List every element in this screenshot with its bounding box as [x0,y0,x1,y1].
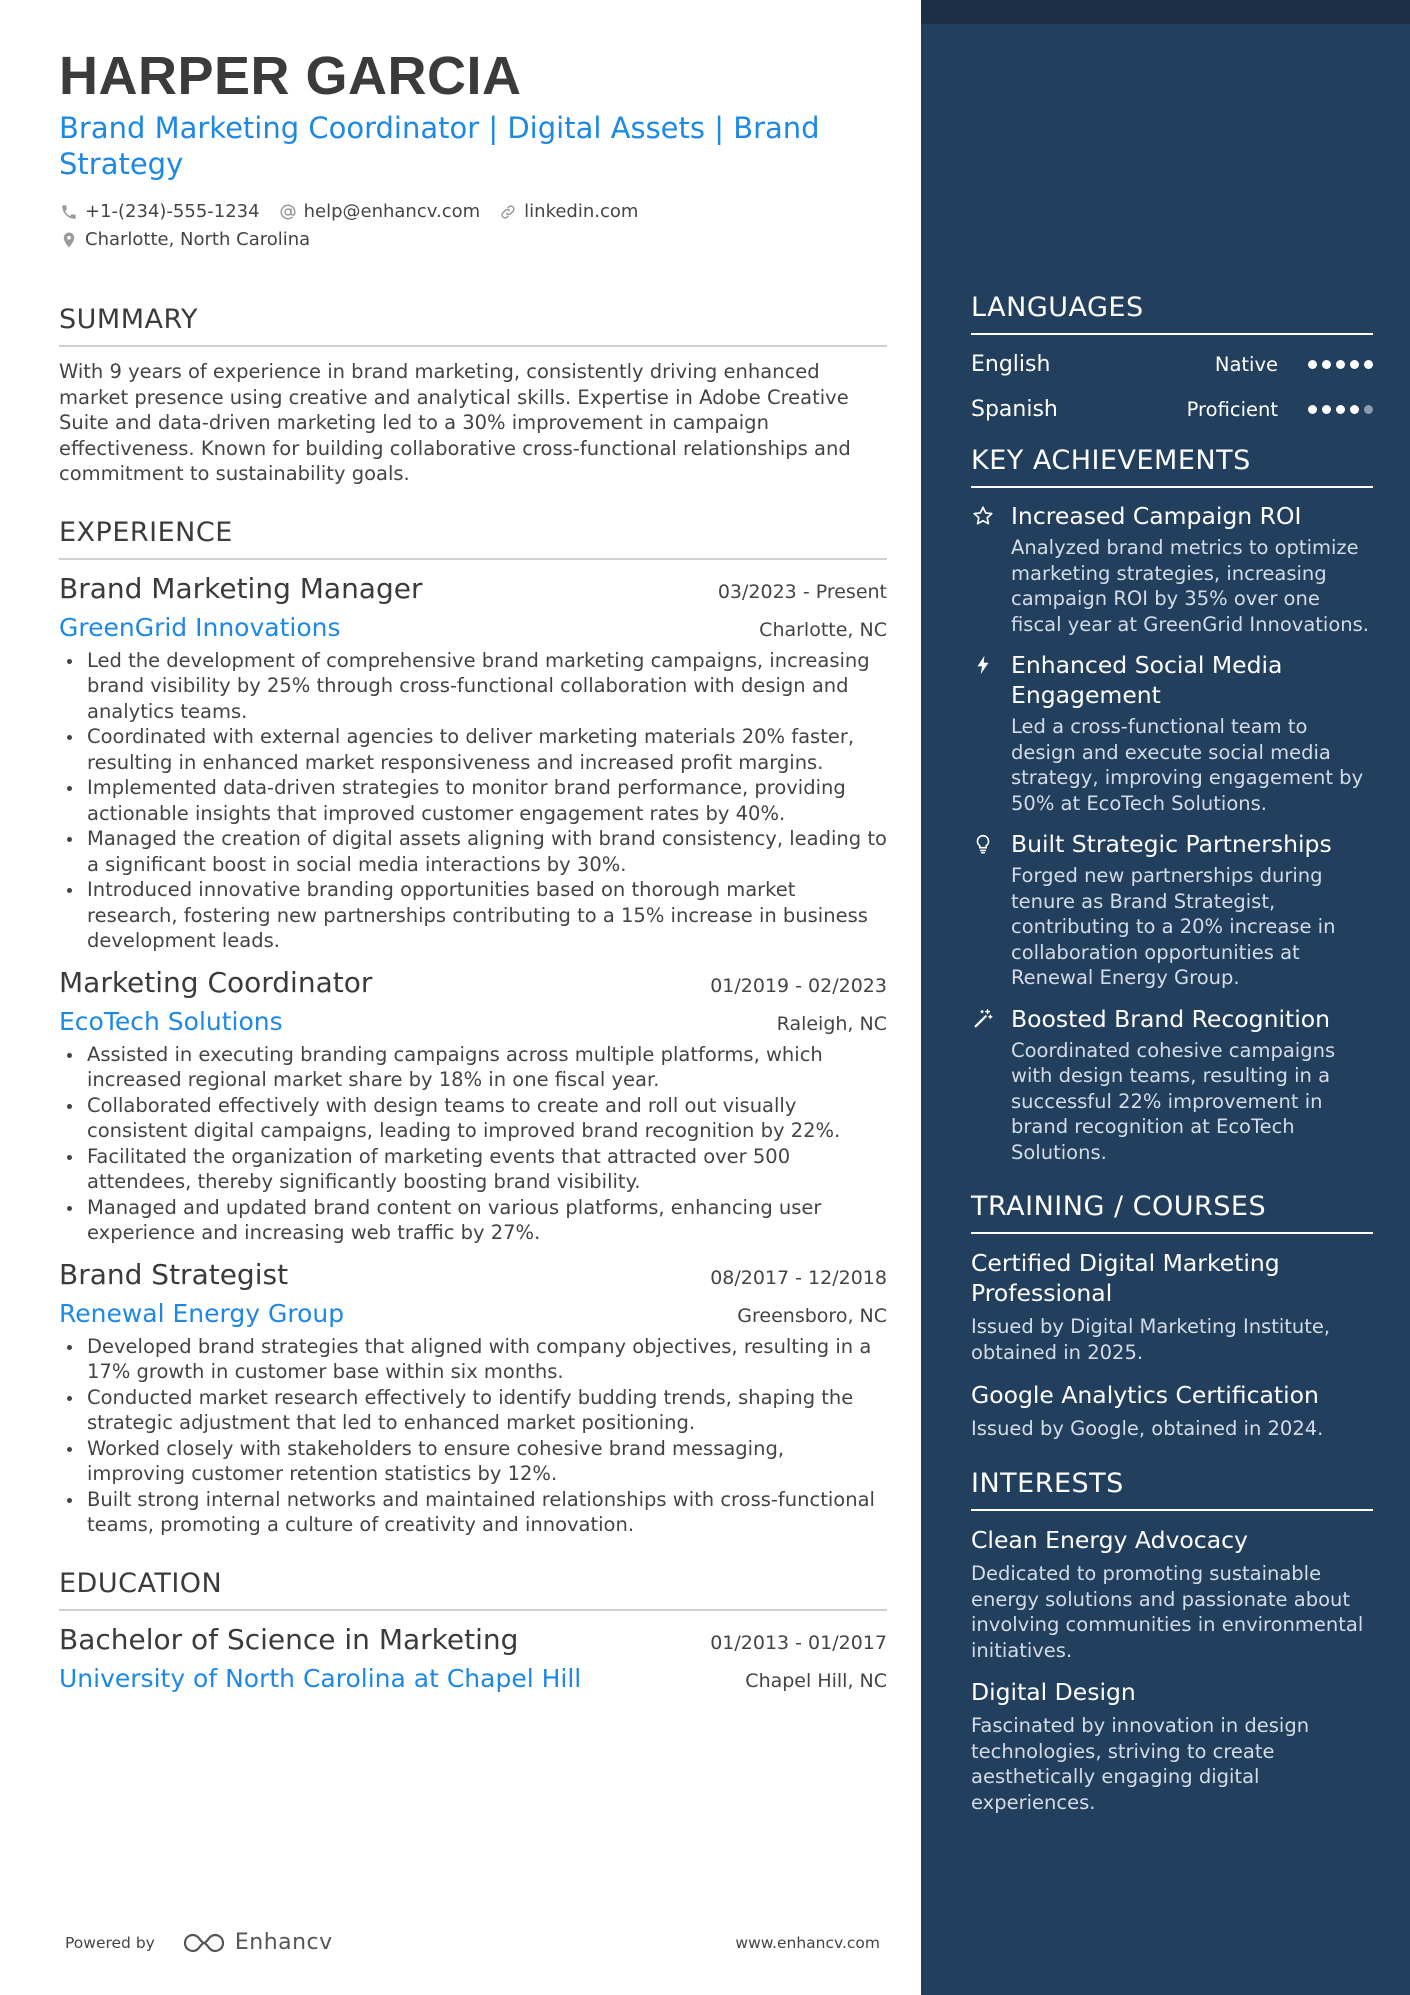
achievements-title: KEY ACHIEVEMENTS [971,445,1373,488]
summary-section [59,304,887,487]
email-address: help@enhancv.com [303,201,481,222]
achievement-item [971,501,1373,637]
achievement-item [971,829,1373,991]
school-name: University of North Carolina at Chapel Hill [59,1663,582,1693]
interest-desc: Dedicated to promoting sustainable energy solutions and passionate about involving communities in environmental initiatives. [971,1562,1364,1662]
contact-info [59,198,887,254]
proficiency-dot-filled [1350,405,1359,414]
job-dates: 01/2019 - 02/2023 [710,974,887,997]
achievement-item [971,1004,1373,1166]
language-item [971,393,1373,425]
achievement-title: Boosted Brand Recognition [1011,1004,1331,1033]
interest-title: Digital Design [971,1678,1136,1706]
email-contact[interactable] [278,198,481,226]
job-title: Brand Strategist [59,1257,289,1291]
bullet-item: Led the development of comprehensive brand marketing campaigns, increasing brand visibility by 25% through cross-functional collaboration with design and analytics teams. [59,648,887,725]
job-bullets [59,1334,887,1538]
education-entry [59,1623,887,1693]
job-bullets [59,648,887,954]
job-entry [59,572,887,954]
summary-text: With 9 years of experience in brand marketing, consistently driving enhanced market presence using creative and analytical skills. Expertise in Adobe Creative Suite and data-driven marketing led to a 30% improvement in campaign effectiveness. Known for building collaborative cross-functional relationships and commitment to sustainability goals. [59,360,851,485]
interest-item [971,1677,1373,1815]
bullet-item: Managed and updated brand content on various platforms, enhancing user experience and increasing web traffic by 27%. [59,1195,887,1246]
bullet-item: Conducted market research effectively to identify budding trends, shaping the strategic adjustment that led to enhanced market positioning. [59,1385,887,1436]
location-pin-icon [59,230,79,250]
bullet-item: Introduced innovative branding opportunities based on thorough market research, fostering new partnerships contributing to a 15% increase in business development leads. [59,877,887,954]
bullet-item: Worked closely with stakeholders to ensure cohesive brand messaging, improving customer retention statistics by 12%. [59,1436,887,1487]
job-bullets [59,1042,887,1246]
experience-section [59,517,887,1538]
languages-section [971,292,1373,425]
candidate-name: HARPER GARCIA [59,46,522,106]
training-title: TRAINING / COURSES [971,1191,1373,1234]
proficiency-dots [1308,360,1373,369]
language-item [971,348,1373,380]
interest-item [971,1525,1373,1663]
education-section [59,1568,887,1693]
lightbulb-icon [971,829,995,991]
interest-title: Clean Energy Advocacy [971,1526,1248,1554]
sidebar-top-band [921,0,1410,24]
achievement-title: Increased Campaign ROI [1011,502,1302,530]
location-contact [59,226,310,254]
link-icon [498,202,518,222]
job-dates: 03/2023 - Present [717,580,887,603]
location-text: Charlotte, North Carolina [85,229,311,250]
phone-icon [59,202,79,222]
company-name: Renewal Energy Group [59,1298,345,1328]
bullet-item: Built strong internal networks and maintained relationships with cross-functional teams, promoting a culture of creativity and innovation. [59,1487,887,1538]
achievement-item [971,650,1373,816]
bullet-item: Coordinated with external agencies to deliver marketing materials 20% faster, resulting in enhanced market responsiveness and increased profit margins. [59,724,887,775]
job-title: Brand Marketing Manager [59,571,423,605]
powered-by-label: Powered by [65,1933,155,1952]
enhancv-brand-name: Enhancv [234,1930,333,1955]
school-location: Chapel Hill, NC [745,1669,887,1692]
proficiency-dot-filled [1364,360,1373,369]
sidebar-content [971,292,1373,1815]
company-name: EcoTech Solutions [59,1006,283,1036]
achievement-desc: Coordinated cohesive campaigns with design teams, resulting in a successful 22% improvement in brand recognition at EcoTech Solutions. [1011,1038,1336,1164]
bullet-item: Developed brand strategies that aligned with company objectives, resulting in a 17% growth in customer base within six months. [59,1334,887,1385]
magic-wand-icon [971,1004,995,1166]
bullet-item: Facilitated the organization of marketing events that attracted over 500 attendees, thereby significantly boosting brand visibility. [59,1144,887,1195]
proficiency-dot-filled [1336,360,1345,369]
course-title: Google Analytics Certification [971,1381,1319,1409]
enhancv-logo[interactable] [181,1930,333,1955]
achievements-section [971,445,1373,1165]
star-icon [971,501,995,637]
proficiency-dot-filled [1322,405,1331,414]
course-desc: Issued by Google, obtained in 2024. [971,1417,1324,1440]
course-title: Certified Digital Marketing Professional [971,1249,1280,1307]
languages-title: LANGUAGES [971,292,1373,335]
footer-url[interactable]: www.enhancv.com [735,1933,880,1952]
interests-title: INTERESTS [971,1468,1373,1511]
experience-title: EXPERIENCE [59,517,887,560]
course-item [971,1380,1373,1442]
job-entry [59,1258,887,1538]
achievement-desc: Analyzed brand metrics to optimize marketing strategies, increasing campaign ROI by 35% over one fiscal year at GreenGrid Innovations. [1011,536,1369,636]
candidate-headline: Brand Marketing Coordinator | Digital Assets | Brand Strategy [59,111,820,181]
course-desc: Issued by Digital Marketing Institute, obtained in 2025. [971,1315,1331,1364]
interests-section [971,1468,1373,1815]
phone-number: +1-(234)-555-1234 [85,201,260,222]
company-name: GreenGrid Innovations [59,612,341,642]
bullet-item: Assisted in executing branding campaigns across multiple platforms, which increased regional market share by 18% in one fiscal year. [59,1042,887,1093]
linkedin-url: linkedin.com [524,201,639,222]
bullet-item: Collaborated effectively with design teams to create and roll out visually consistent digital campaigns, leading to improved brand recognition by 22%. [59,1093,887,1144]
main-column [59,46,887,1693]
job-entry [59,966,887,1246]
proficiency-dot-filled [1308,405,1317,414]
education-title: EDUCATION [59,1568,887,1611]
job-location: Charlotte, NC [759,618,887,641]
achievement-title: Enhanced Social Media Engagement [1011,651,1283,709]
bullet-item: Managed the creation of digital assets aligning with brand consistency, leading to a significant boost in social media interactions by 30%. [59,826,887,877]
linkedin-contact[interactable] [498,198,638,226]
job-dates: 08/2017 - 12/2018 [710,1266,887,1289]
language-level: Proficient [1186,397,1278,421]
bullet-item: Implemented data-driven strategies to monitor brand performance, providing actionable insights that improved customer engagement rates by 40%. [59,775,887,826]
sidebar [921,0,1410,1995]
proficiency-dots [1308,405,1373,414]
proficiency-dot-filled [1308,360,1317,369]
achievement-title: Built Strategic Partnerships [1011,830,1332,858]
language-name: English [971,351,1051,377]
achievement-desc: Forged new partnerships during tenure as Brand Strategist, contributing to a 20% increase in collaboration opportunities at Renewal Energy Group. [1011,864,1336,989]
enhancv-logo-icon [181,1931,227,1955]
phone-contact[interactable] [59,198,260,226]
proficiency-dot-filled [1336,405,1345,414]
education-dates: 01/2013 - 01/2017 [710,1631,887,1654]
course-item [971,1248,1373,1366]
proficiency-dot-filled [1350,360,1359,369]
at-sign-icon [278,202,298,222]
degree-name: Bachelor of Science in Marketing [59,1622,519,1656]
language-level: Native [1214,352,1278,376]
proficiency-dot-filled [1322,360,1331,369]
job-location: Greensboro, NC [737,1304,887,1327]
lightning-icon [971,650,995,816]
page-footer [65,1930,880,1955]
job-location: Raleigh, NC [776,1012,887,1035]
language-name: Spanish [971,396,1058,422]
summary-title: SUMMARY [59,304,887,347]
interest-desc: Fascinated by innovation in design technologies, striving to create aesthetically engaging digital experiences. [971,1714,1310,1814]
proficiency-dot-empty [1364,405,1373,414]
training-section [971,1191,1373,1442]
achievement-desc: Led a cross-functional team to design and execute social media strategy, improving engagement by 50% at EcoTech Solutions. [1011,715,1364,815]
job-title: Marketing Coordinator [59,965,373,999]
